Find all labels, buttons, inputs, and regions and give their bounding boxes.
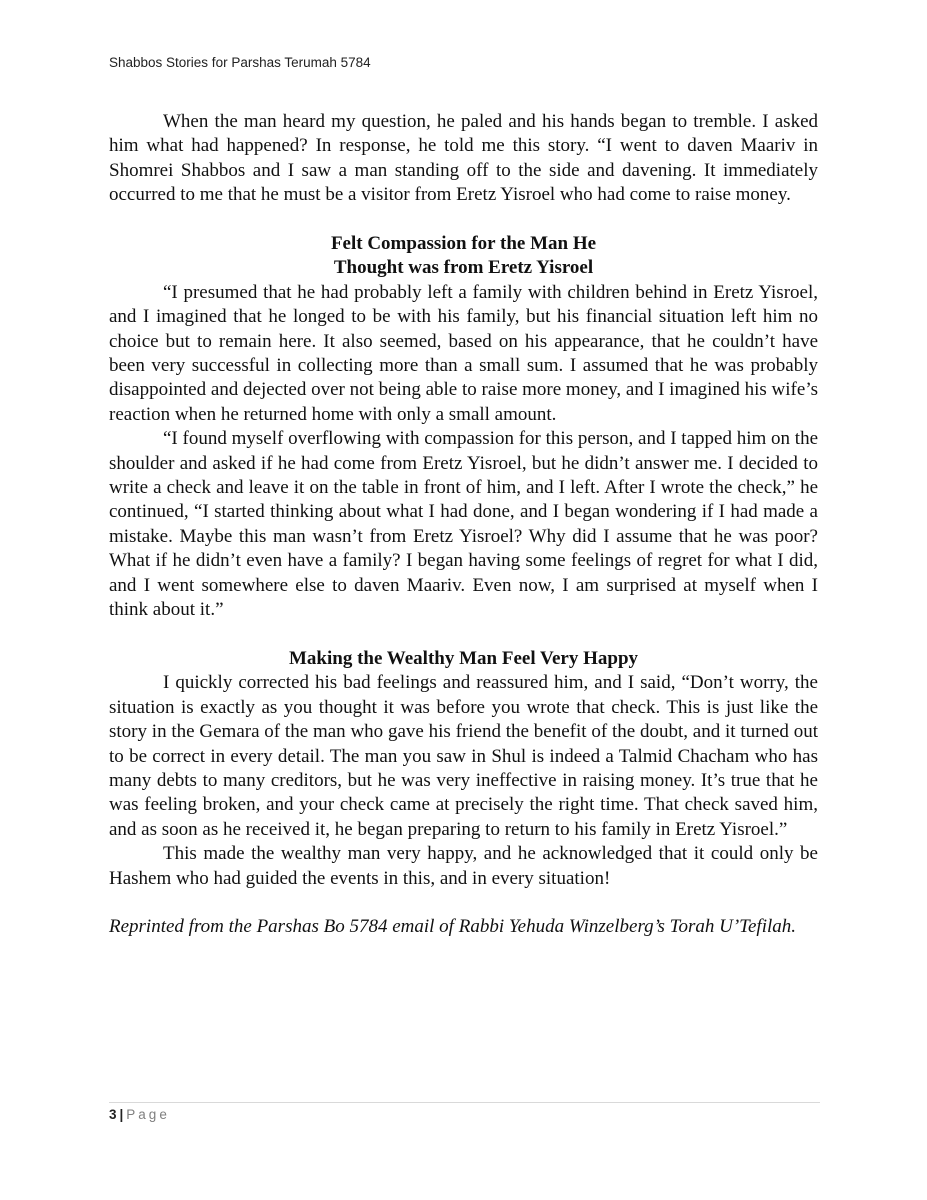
paragraph-overflowing: “I found myself overflowing with compassion for this person, and I tapped him on the shoulder and asked if he had come from Eretz Yisroel, but he didn’t answer me. I decided to write a check and leave it on the table in front of him, and I left. After I wrote the check,” he continued, “I started thinking about what I had done, and I began wondering if I had made a mistake. Maybe this man wasn’t from Eretz Yisroel? Why did I assume that he was poor? What if he didn’t even have a family? I began having some feelings of regret for what I did, and I went somewhere else to daven Maariv. Even now, I am surprised at myself when I think about it.”	[109, 428, 818, 621]
running-header: Shabbos Stories for Parshas Terumah 5784	[109, 55, 371, 70]
section-heading-compassion-line2: Thought was from Eretz Yisroel	[333, 257, 594, 279]
paragraph-conclusion: This made the wealthy man very happy, and he acknowledged that it could only be Hashem who had guided the events in this, and in every situation!	[109, 843, 818, 889]
page-footer	[109, 1107, 170, 1122]
footer-divider	[109, 1102, 820, 1103]
section-heading-wealthy-man: Making the Wealthy Man Feel Very Happy	[288, 647, 639, 669]
spacer	[109, 623, 818, 647]
footer-separator: |	[119, 1107, 124, 1122]
page-number: 3	[109, 1107, 117, 1122]
reprint-credit: Reprinted from the Parshas Bo 5784 email of Rabbi Yehuda Winzelberg’s Torah U’Tefilah.	[109, 916, 797, 938]
page-label: Page	[126, 1107, 170, 1122]
section-heading-compassion-line1: Felt Compassion for the Man He	[330, 233, 597, 255]
paragraph-intro: When the man heard my question, he paled and his hands began to tremble. I asked him what had happened? In response, he told me this story. “I went to daven Maariv in Shomrei Shabbos and I saw a man standing off to the side and davening. It immediately occurred to me that he must be a visitor from Eretz Yisroel who had come to raise money.	[109, 111, 818, 206]
paragraph-reassured: I quickly corrected his bad feelings and reassured him, and I said, “Don’t worry, the situation is exactly as you thought it was before you wrote that check. This is just like the story in the Gemara of the man who gave his friend the benefit of the doubt, and it turned out to be correct in every detail. The man you saw in Shul is indeed a Talmid Chacham who has many debts to many creditors, but he was very ineffective in raising money. It’s true that he was feeling broken, and your check came at precisely the right time. That check saved him, and as soon as he received it, he began preparing to return to his family in Eretz Yisroel.”	[109, 672, 818, 840]
paragraph-presumed: “I presumed that he had probably left a family with children behind in Eretz Yisroel, and I imagined that he longed to be with his family, but his financial situation left him no choice but to remain here. It also seemed, based on his appearance, that he couldn’t have been very successful in collecting more than a small sum. I assumed that he was probably disappointed and dejected over not being able to raise more money, and I imagined his wife’s reaction when he returned home with only a small amount.	[109, 281, 818, 425]
spacer	[109, 891, 818, 915]
spacer	[109, 208, 818, 232]
article-body	[109, 110, 818, 940]
